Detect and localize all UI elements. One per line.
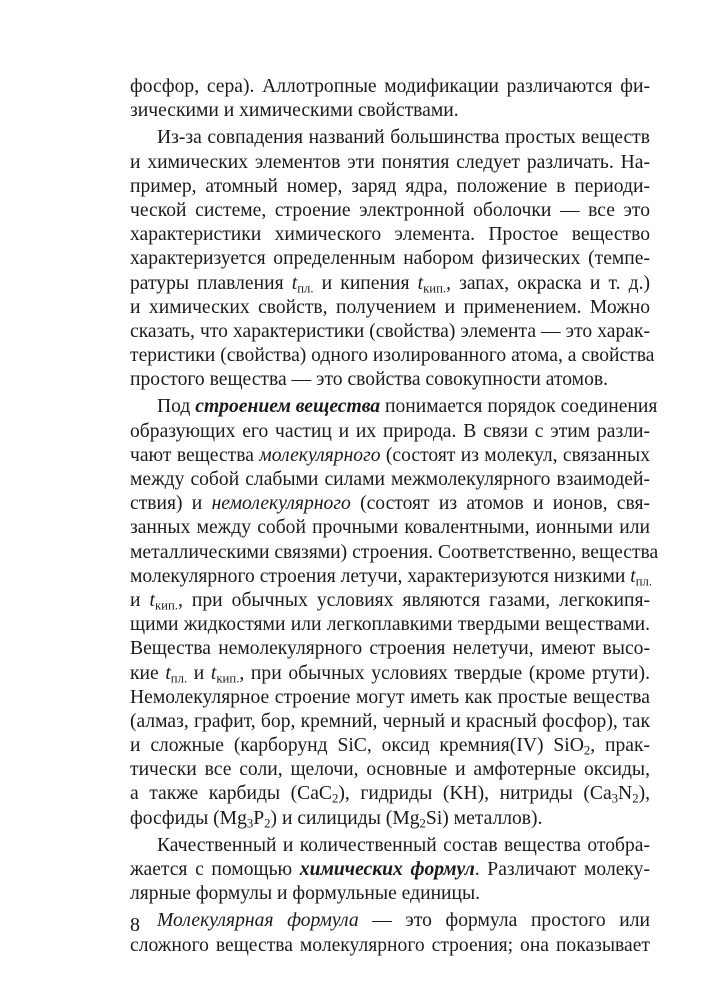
text-line: и химических элементов эти понятия следует различать. На- xyxy=(130,151,650,173)
text-line: щими жидкостями или легкоплавкими твердыми веществами. xyxy=(130,614,650,636)
text-line: Молекулярная формула — это формула простого или xyxy=(157,910,650,932)
text-line: простого вещества — это свойства совокупности атомов. xyxy=(130,369,609,391)
text-line: и сложные (карборунд SiC, оксид кремния(IV) SiO$_2$, прак- xyxy=(130,735,650,758)
text-line: и химических свойств, получением и применением. Можно xyxy=(130,296,650,318)
term-structure: строением вещества xyxy=(195,396,381,418)
symbol-t: t xyxy=(291,272,298,294)
text-line: фосфиды $(Mg_3P_2)$ и силициды $(Mg_2Si)$ металлов). xyxy=(130,807,543,831)
text-line: занных между собой прочными ковалентными, ионными или xyxy=(130,517,650,539)
text-line: жается с помощью химических формул. Различают молеку- xyxy=(130,859,651,880)
subscript-kip: кип. xyxy=(423,281,447,296)
term-chemical-formulas: химических формул xyxy=(299,859,475,880)
text-line: ческой системе, строение электронной оболочки — все это xyxy=(130,199,650,221)
page-number: 8 xyxy=(130,914,140,936)
text-line: пример, атомный номер, заряд ядра, положение в периоди- xyxy=(130,175,650,197)
paragraph-3 xyxy=(130,395,659,831)
text-line: фосфор, сера). Аллотропные модификации различаются фи- xyxy=(130,76,650,97)
text-line: металлическими связями) строения. Соответственно, вещества xyxy=(130,541,659,563)
paragraph-4 xyxy=(130,834,650,907)
symbol-t: t xyxy=(417,272,424,294)
text-line: Под строением вещества понимается порядок соединения xyxy=(157,396,658,418)
text-line: характеризуется определенным набором физических (темпе- xyxy=(130,248,650,270)
text-line: теристики (свойства) одного изолированного атома, а свойства xyxy=(130,345,655,367)
body-text xyxy=(130,75,659,958)
text-line: лярные формулы и формульные единицы. xyxy=(130,883,481,905)
text-line: (алмаз, графит, бор, кремний, черный и красный фосфор), так xyxy=(130,710,650,732)
text-line: Качественный и количественный состав вещества отобра- xyxy=(157,834,650,856)
text-line: характеристики химического элемента. Простое вещество xyxy=(130,224,650,246)
text-line: Вещества немолекулярного строения нелетучи, имеют высо- xyxy=(130,638,650,660)
text-line: образующих его частиц и их природа. В связи с этим разли- xyxy=(130,420,650,442)
text-line: ствия) и немолекулярного (состоят из атомов и ионов, свя- xyxy=(130,493,650,515)
text-line: зическими и химическими свойствами. xyxy=(130,100,459,122)
text-line: и $t_{кип.}$, при обычных условиях являются газами, легкокипя- xyxy=(130,589,651,613)
paragraph-2 xyxy=(130,126,655,392)
subscript-pl: пл. xyxy=(297,281,314,296)
text-line: молекулярного строения летучи, характеризуются низкими $t_{пл.}$ xyxy=(130,565,653,589)
paragraph-5 xyxy=(130,909,650,957)
text-line: сказать, что характеристики (свойства) элемента — это харак- xyxy=(130,320,650,342)
text-line: кие $t_{пл.}$ и $t_{кип.}$, при обычных условиях твердые (кроме ртути). xyxy=(130,662,650,686)
text-line: между собой слабыми силами межмолекулярного взаимодей- xyxy=(130,469,650,490)
text-line: сложного вещества молекулярного строения; она показывает xyxy=(130,934,650,956)
paragraph-1 xyxy=(130,75,650,123)
text-line: ратуры плавления $t_{пл.}$ и кипения $t_{кип.}$, запах, окраска и т. д.) xyxy=(130,272,650,296)
text-line: а также карбиды (CaC$_2$), гидриды (KH), нитриды $(Ca_3N_2)$, xyxy=(130,783,650,806)
text-line: Немолекулярное строение могут иметь как простые вещества xyxy=(130,686,650,708)
term-molecular-formula: Молекулярная формула xyxy=(157,910,359,932)
term-nonmolecular: немолекулярного xyxy=(211,493,351,515)
term-molecular: молекулярного xyxy=(259,444,381,466)
text-line: Из-за совпадения названий большинства простых веществ xyxy=(157,127,650,149)
text-line: чают вещества молекулярного (состоят из молекул, связанных xyxy=(130,444,650,466)
text-line: тически все соли, щелочи, основные и амфотерные оксиды, xyxy=(130,759,650,781)
